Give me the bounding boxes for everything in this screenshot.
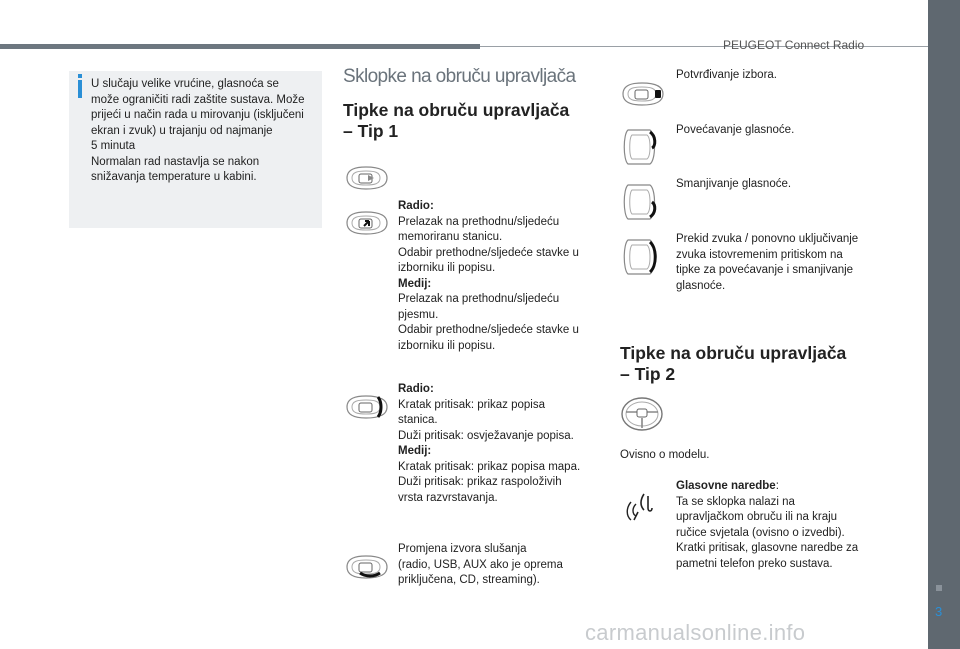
side-tab [928,0,960,649]
section-title: Sklopke na obruču upravljača [343,66,576,87]
type1-item1-text: Radio: Prelazak na prethodnu/sljedeću memoriranu stanicu. Odabir prethodne/sljedeće stavke u izborniku ili popisu. Medij: Prelazak na prethodnu/sljedeću pjesmu. Odabir prethodne/sljedeće stavke u izborniku ili popisu. [398,200,579,352]
type1-item7-text: Prekid zvuka / ponovno uključivanje zvuka istovremenim pritiskom na tipke za povećavanje i smanjivanje glasnoće. [676,233,859,292]
steering-wheel-icon [620,396,664,432]
type2-heading: Tipke na obruču upravljača – Tip 2 [620,343,847,384]
type1-item4-text: Potvrđivanje izbora. [676,69,777,81]
watermark: carmanualsonline.info [585,620,806,645]
type2-voice-text: Glasovne naredbe: Ta se sklopka nalazi na upravljačkom obruču ili na kraju ručice svjetala (ovisno o izvedbi). Kratki pritisak, glasovne naredbe za pametni telefon preko sustava. [676,480,859,570]
steering-control-icon [620,181,662,223]
type1-item3-text: Promjena izvora slušanja (radio, USB, AUX ako je oprema priključena, CD, streaming). [398,543,563,586]
info-note [69,71,322,228]
page-number: 3 [935,604,943,619]
voice-command-icon [624,490,658,524]
note-text: U slučaju velike vrućine, glasnoća se može ograničiti radi zaštite sustava. Može prijeći u način rada u mirovanju (isključeni ekran i zvuk) u trajanju od najmanje 5 minuta Normalan rad nastavlja se nakon snižavanja temperature u kabini. [91,78,305,183]
info-icon [78,80,82,98]
header-label: PEUGEOT Connect Radio [723,38,865,52]
steering-control-icon [620,236,662,278]
type2-depends-text: Ovisno o modelu. [620,449,710,461]
steering-control-icon [620,80,666,108]
type1-item5-text: Povećavanje glasnoće. [676,124,795,136]
header-bar [0,44,480,49]
steering-control-icon [620,126,662,168]
type1-item6-text: Smanjivanje glasnoće. [676,178,792,190]
steering-control-icon [344,553,390,581]
type1-item2-text: Radio: Kratak pritisak: prikaz popisa stanica. Duži pritisak: osvježavanje popisa. Medij: Kratak pritisak: prikaz popisa mapa. Duži pritisak: prikaz raspoloživih vrsta razvrstavanja. [398,383,581,504]
steering-control-icon [344,209,390,237]
steering-control-icon [344,393,390,421]
page-marker [936,585,942,591]
steering-control-icon [344,164,390,192]
type1-heading: Tipke na obruču upravljača – Tip 1 [343,100,570,141]
